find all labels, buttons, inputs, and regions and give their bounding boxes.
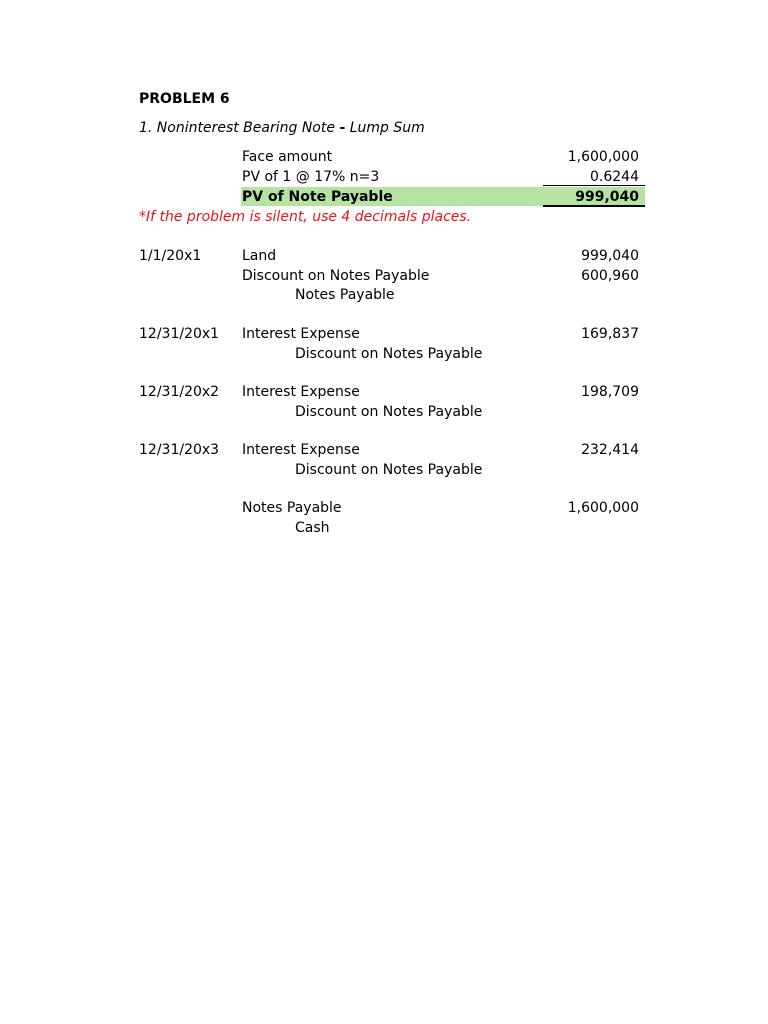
page-title: PROBLEM 6 (139, 91, 230, 107)
face-amount-label: Face amount (242, 149, 333, 165)
entry-amount: 999,040 (581, 248, 639, 264)
total-rule (543, 205, 645, 207)
entry-date: 1/1/20x1 (139, 248, 202, 264)
entry-account: Land (242, 248, 277, 264)
pv-note-payable-label: PV of Note Payable (242, 189, 393, 205)
face-amount-value: 1,600,000 (567, 149, 639, 165)
entry-credit-account: Notes Payable (295, 287, 395, 303)
entry-account: Interest Expense (242, 384, 360, 400)
section-heading (139, 119, 425, 137)
pv-note-payable-value: 999,040 (575, 189, 639, 205)
entry-credit-account: Discount on Notes Payable (295, 346, 483, 362)
entry-credit-account: Discount on Notes Payable (295, 462, 483, 478)
entry-account: Discount on Notes Payable (242, 268, 430, 284)
entry-account: Interest Expense (242, 326, 360, 342)
entry-date: 12/31/20x3 (139, 442, 220, 458)
entry-credit-account: Discount on Notes Payable (295, 404, 483, 420)
pv-factor-label: PV of 1 @ 17% n=3 (242, 169, 380, 185)
section-heading-suffix: Lump Sum (345, 120, 425, 136)
entry-amount: 198,709 (581, 384, 639, 400)
decimal-places-note: *If the problem is silent, use 4 decimals places. (139, 209, 472, 225)
entry-amount: 600,960 (581, 268, 639, 284)
pv-factor-value: 0.6244 (590, 169, 639, 185)
entry-date: 12/31/20x2 (139, 384, 220, 400)
section-heading-text: 1. Noninterest Bearing Note (139, 120, 340, 136)
entry-amount: 1,600,000 (567, 500, 639, 516)
entry-account: Notes Payable (242, 500, 342, 516)
entry-account: Interest Expense (242, 442, 360, 458)
entry-amount: 232,414 (581, 442, 639, 458)
entry-amount: 169,837 (581, 326, 639, 342)
entry-date: 12/31/20x1 (139, 326, 220, 342)
section-heading-dash: - (339, 120, 346, 136)
subtotal-rule (543, 185, 645, 186)
entry-credit-account: Cash (295, 520, 330, 536)
